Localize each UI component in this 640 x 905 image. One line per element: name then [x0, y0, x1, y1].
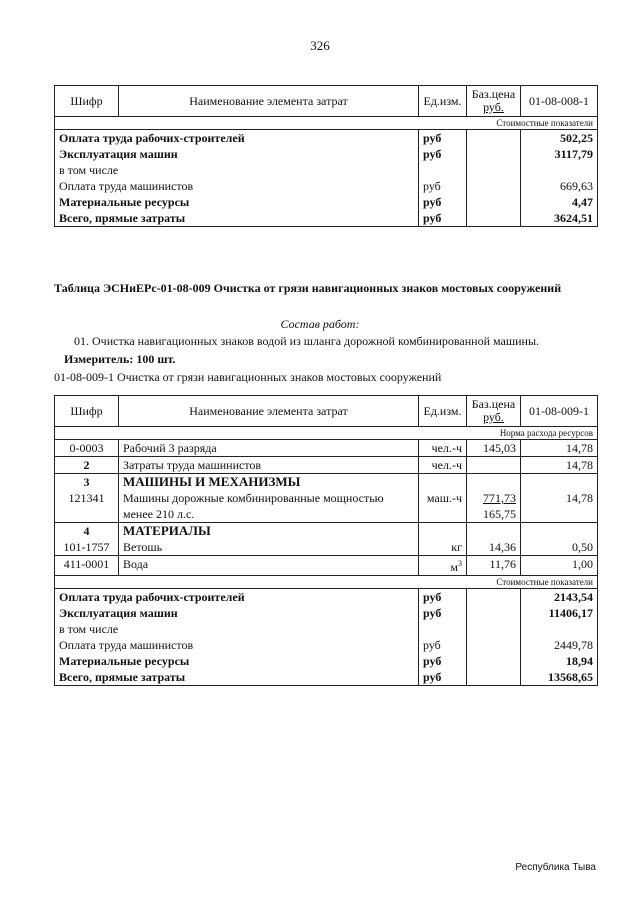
table-row [55, 523, 598, 540]
table-row [55, 556, 598, 576]
cost-unit: руб [419, 669, 467, 686]
table-row [55, 440, 598, 457]
cost-name: Оплата труда рабочих-строителей [59, 590, 245, 604]
subheader-cost-indicators: Стоимостные показатели [55, 576, 598, 589]
header-base-price: Баз.цена руб. [467, 86, 521, 117]
resource-price: 11,76 [467, 556, 521, 576]
header-name: Наименование элемента затрат [119, 396, 419, 427]
cost-unit: руб [419, 194, 467, 210]
page-number: 326 [310, 38, 330, 53]
subheader-row [55, 576, 598, 589]
cost-unit: руб [419, 130, 467, 147]
resource-value: 0,50 [521, 539, 598, 556]
group-code: 3 [55, 474, 119, 491]
cost-value: 4,47 [572, 195, 593, 209]
table-row [55, 130, 598, 147]
subheader-row [55, 427, 598, 440]
resource-unit: кг [419, 539, 467, 556]
resource-price: 14,36 [467, 539, 521, 556]
cost-name: Эксплуатация машин [59, 147, 178, 161]
norm-code-line: 01-08-009-1 Очистка от грязи навигационных знаков мостовых сооружений [54, 370, 442, 384]
section-title: Таблица ЭСНиЕРс-01-08-009 Очистка от грязи навигационных знаков мостовых сооружений [54, 281, 562, 295]
table-row [55, 194, 598, 210]
table-row [55, 605, 598, 621]
cost-value: 2143,54 [554, 590, 593, 604]
resource-value: 14,78 [521, 457, 598, 474]
subheader-cost-indicators: Стоимостные показатели [55, 117, 598, 130]
cost-value: 2449,78 [554, 638, 593, 652]
cost-name: Материальные ресурсы [59, 195, 190, 209]
cost-unit: руб [419, 178, 467, 194]
cost-table-01-08-008-1 [54, 85, 598, 227]
table-header-row [55, 396, 598, 427]
cost-name: в том числе [59, 622, 119, 636]
cost-unit: руб [419, 146, 467, 162]
resource-unit: чел.-ч [419, 457, 467, 474]
subheader-resource-norms: Норма расхода ресурсов [55, 427, 598, 440]
cost-name: Оплата труда машинистов [59, 179, 194, 193]
table-row [55, 539, 598, 556]
cost-value: 3117,79 [554, 147, 593, 161]
table-row [55, 474, 598, 491]
cost-value: 18,94 [566, 654, 593, 668]
resource-price: 145,03 [467, 440, 521, 457]
resource-code: 101-1757 [55, 539, 119, 556]
resource-name: Затраты труда машинистов [119, 457, 419, 474]
cost-value: 669,63 [560, 179, 593, 193]
resource-price: 771,73 165,75 [467, 490, 521, 523]
subheader-row [55, 117, 598, 130]
cost-name: Эксплуатация машин [59, 606, 178, 620]
header-name: Наименование элемента затрат [119, 86, 419, 117]
cost-name: Всего, прямые затраты [59, 670, 186, 684]
header-base-price: Баз.цена руб. [467, 396, 521, 427]
resource-value: 14,78 [521, 490, 598, 523]
resource-value: 1,00 [572, 557, 593, 571]
cost-unit: руб [419, 210, 467, 227]
table-row [55, 653, 598, 669]
table-row [55, 621, 598, 637]
cost-name: Оплата труда рабочих-строителей [59, 131, 245, 145]
cost-name: в том числе [59, 163, 119, 177]
cost-unit: руб [419, 653, 467, 669]
header-norm: 01-08-008-1 [521, 86, 598, 117]
resource-code: 2 [55, 457, 119, 474]
cost-unit: руб [419, 589, 467, 606]
resource-code: 121341 [55, 490, 119, 523]
table-row [55, 146, 598, 162]
table-row [55, 178, 598, 194]
resource-value: 14,78 [521, 440, 598, 457]
group-name: МАШИНЫ И МЕХАНИЗМЫ [119, 474, 419, 491]
group-code: 4 [55, 523, 119, 540]
measure-unit: Измеритель: 100 шт. [64, 352, 176, 366]
table-row [55, 457, 598, 474]
table-row [55, 210, 598, 227]
footer-region: Республика Тыва [515, 862, 596, 873]
cost-name: Всего, прямые затраты [59, 211, 186, 225]
header-unit: Ед.изм. [419, 396, 467, 427]
resource-code: 0-0003 [55, 440, 119, 457]
table-row [55, 669, 598, 686]
resource-name: Ветошь [119, 539, 419, 556]
header-code: Шифр [55, 86, 119, 117]
header-norm: 01-08-009-1 [521, 396, 598, 427]
cost-value: 502,25 [560, 131, 593, 145]
resource-name: Рабочий 3 разряда [119, 440, 419, 457]
table-header-row [55, 86, 598, 117]
table-row [55, 162, 598, 178]
group-name: МАТЕРИАЛЫ [119, 523, 419, 540]
header-unit: Ед.изм. [419, 86, 467, 117]
table-row [55, 637, 598, 653]
header-code: Шифр [55, 396, 119, 427]
cost-value: 13568,65 [548, 670, 593, 684]
resource-unit: маш.-ч [419, 490, 467, 523]
cost-unit: руб [419, 605, 467, 621]
cost-name: Оплата труда машинистов [59, 638, 194, 652]
resource-name: Вода [119, 556, 419, 576]
resource-unit: $м^3$ [419, 556, 467, 576]
composition-label: Состав работ: [280, 317, 360, 331]
cost-name: Материальные ресурсы [59, 654, 190, 668]
table-row [55, 490, 598, 523]
cost-value: 3624,51 [554, 211, 593, 225]
table-row [55, 589, 598, 606]
resource-unit: чел.-ч [419, 440, 467, 457]
cost-value: 11406,17 [548, 606, 593, 620]
resource-table-01-08-009-1 [54, 395, 598, 686]
resource-code: 411-0001 [55, 556, 119, 576]
cost-unit: руб [419, 637, 467, 653]
resource-name: Машины дорожные комбинированные мощностью менее 210 л.с. [119, 490, 419, 523]
work-item: 01. Очистка навигационных знаков водой из шланга дорожной комбинированной машины. [74, 334, 540, 348]
